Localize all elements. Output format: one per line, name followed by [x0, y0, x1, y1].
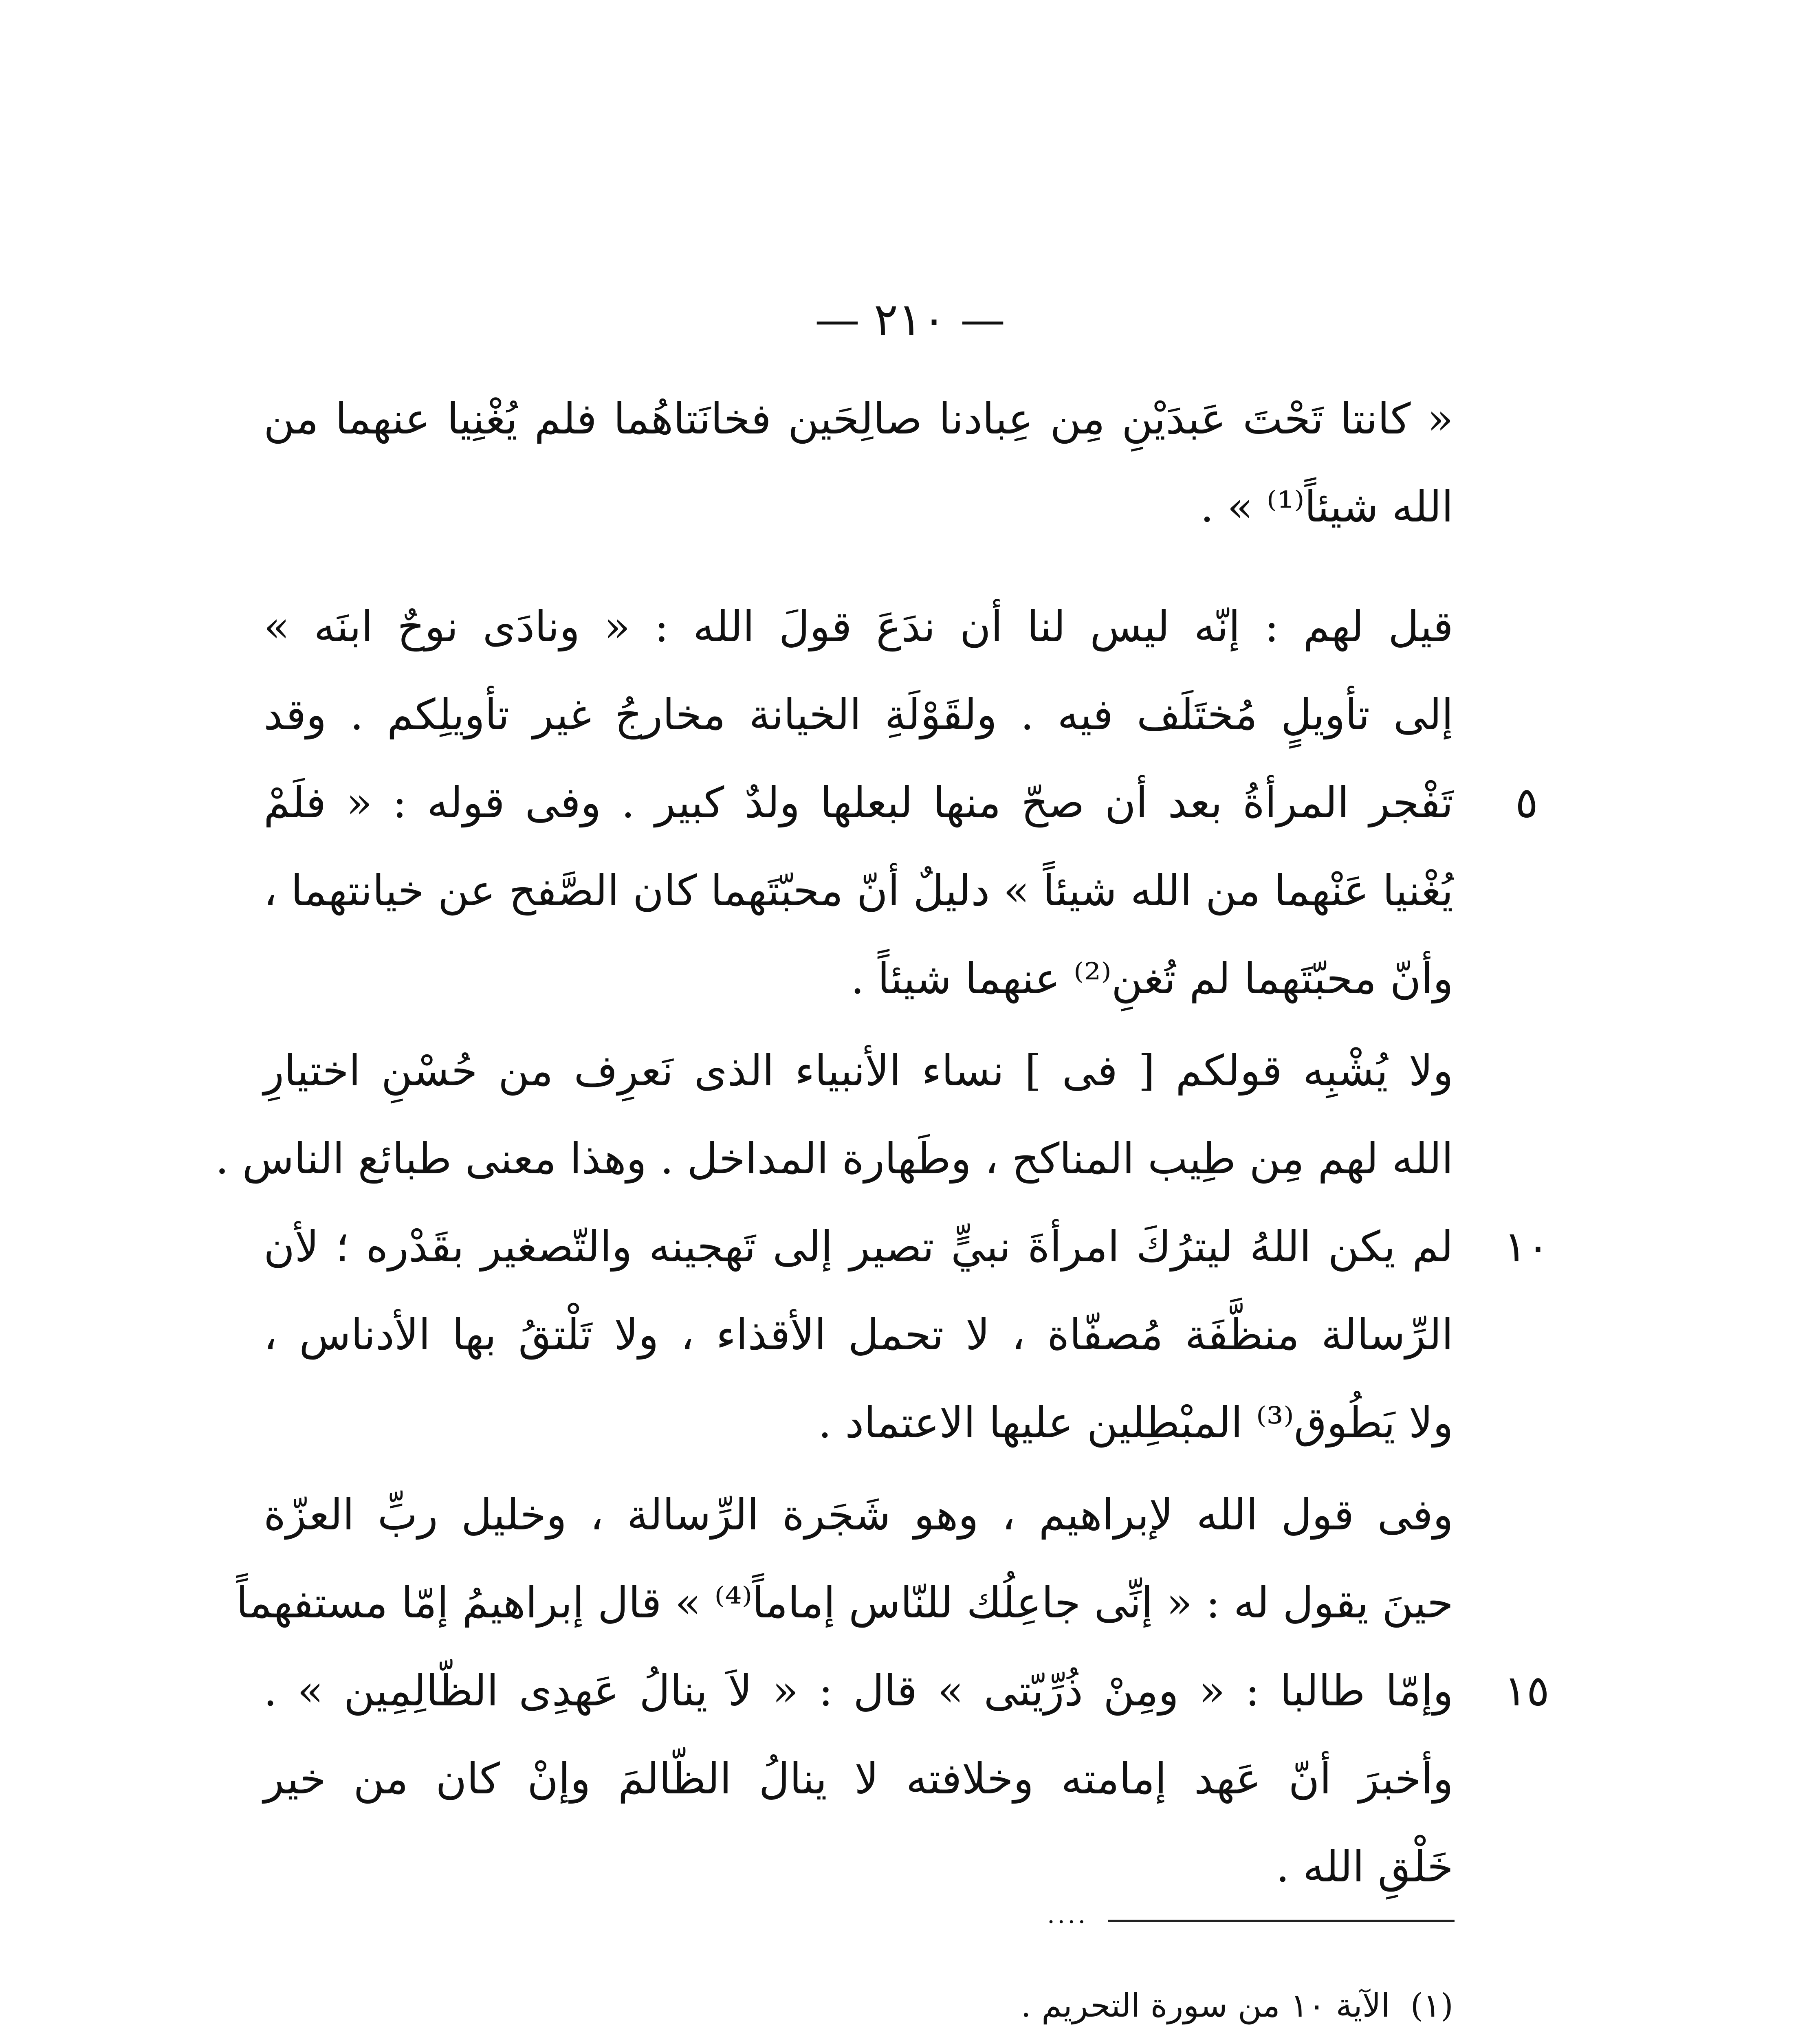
footnote-marker: (١) — [1410, 1986, 1453, 2024]
text-line: تَفْجر المرأةُ بعد أن صحّ منها لبعلها ولدٌ كبير . وفى قوله : « فلَمْ — [264, 778, 1453, 827]
paragraph-4 — [236, 1471, 1453, 1911]
text-line: الله لهم مِن طِيب المناكح ، وطَهارة المداخل . وهذا معنى طبائع الناس . — [215, 1134, 1453, 1183]
text-line: وأخبرَ أنّ عَهد إمامته وخلافته لا ينالُ الظّالمَ وإنْ كان من خير — [264, 1754, 1453, 1804]
paragraph-2 — [264, 583, 1453, 1023]
text-line: الله شيئاً⁽¹⁾ » . — [1200, 482, 1453, 532]
footnote-rule-dots: .... — [1047, 1901, 1088, 1929]
text-line: « كانتا تَحْتَ عَبدَيْنِ مِن عِبادنا صالِحَين فخانَتاهُما فلم يُغْنِيا عنهما من — [264, 394, 1453, 444]
text-line: خَلْقِ الله . — [1276, 1842, 1453, 1892]
line-number: ١٥ — [1504, 1666, 1549, 1716]
text-line: لم يكن اللهُ ليترُكَ امرأةَ نبيٍّ تصير إلى تَهجينه والتّصغير بقَدْره ؛ لأن — [264, 1222, 1453, 1271]
text-line: وأنّ محبّتَهما لم تُغنِ⁽²⁾ عنهما شيئاً . — [850, 954, 1453, 1003]
text-line: قيل لهم : إنّه ليس لنا أن ندَعَ قولَ الله : « ونادَى نوحٌ ابنَه » — [264, 602, 1453, 651]
text-line: ولا يَطُوق⁽³⁾ المبْطِلين عليها الاعتماد . — [818, 1398, 1453, 1447]
footnote-rule — [1108, 1920, 1455, 1922]
text-line: وإمّا طالبا : « ومِنْ ذُرِّيّتى » قال : « لاَ ينالُ عَهدِى الظّالِمِين » . — [264, 1666, 1453, 1716]
paragraph-1 — [264, 375, 1453, 551]
line-number: ٥ — [1515, 778, 1538, 827]
text-line: إلى تأويلٍ مُختَلَف فيه . ولقَوْلَةِ الخيانة مخارجُ غير تأويلِكم . وقد — [264, 690, 1453, 739]
text-line: حينَ يقول له : « إنِّى جاعِلُك للنّاس إماماً⁽⁴⁾ » قال إبراهيمُ إمّا مستفهماً — [236, 1578, 1453, 1628]
line-number: ١٠ — [1504, 1222, 1549, 1271]
text-line: وفى قول الله لإبراهيم ، وهو شَجَرة الرِّسالة ، وخليل ربِّ العزّة — [264, 1490, 1453, 1540]
page-number: — ٢١٠ — — [814, 293, 1006, 345]
text-line: ولا يُشْبِه قولكم [ فى ] نساء الأنبياء الذى نَعرِف من حُسْنِ اختيارِ — [264, 1046, 1453, 1095]
text-line: الرِّسالة منظَّفَة مُصفّاة ، لا تحمل الأقذاء ، ولا تَلْتقُ بها الأدناس ، — [264, 1310, 1453, 1359]
text-line: يُغْنيا عَنْهما من الله شيئاً » دليلٌ أنّ محبّتَهما كان الصَّفح عن خيانتهما ، — [264, 866, 1453, 915]
footnotes — [264, 1972, 1453, 2037]
footnote — [264, 1972, 1453, 2037]
footnote-text: الآية ١٠ من سورة التحريم . — [1021, 1986, 1390, 2024]
paragraph-3 — [215, 1027, 1453, 1467]
